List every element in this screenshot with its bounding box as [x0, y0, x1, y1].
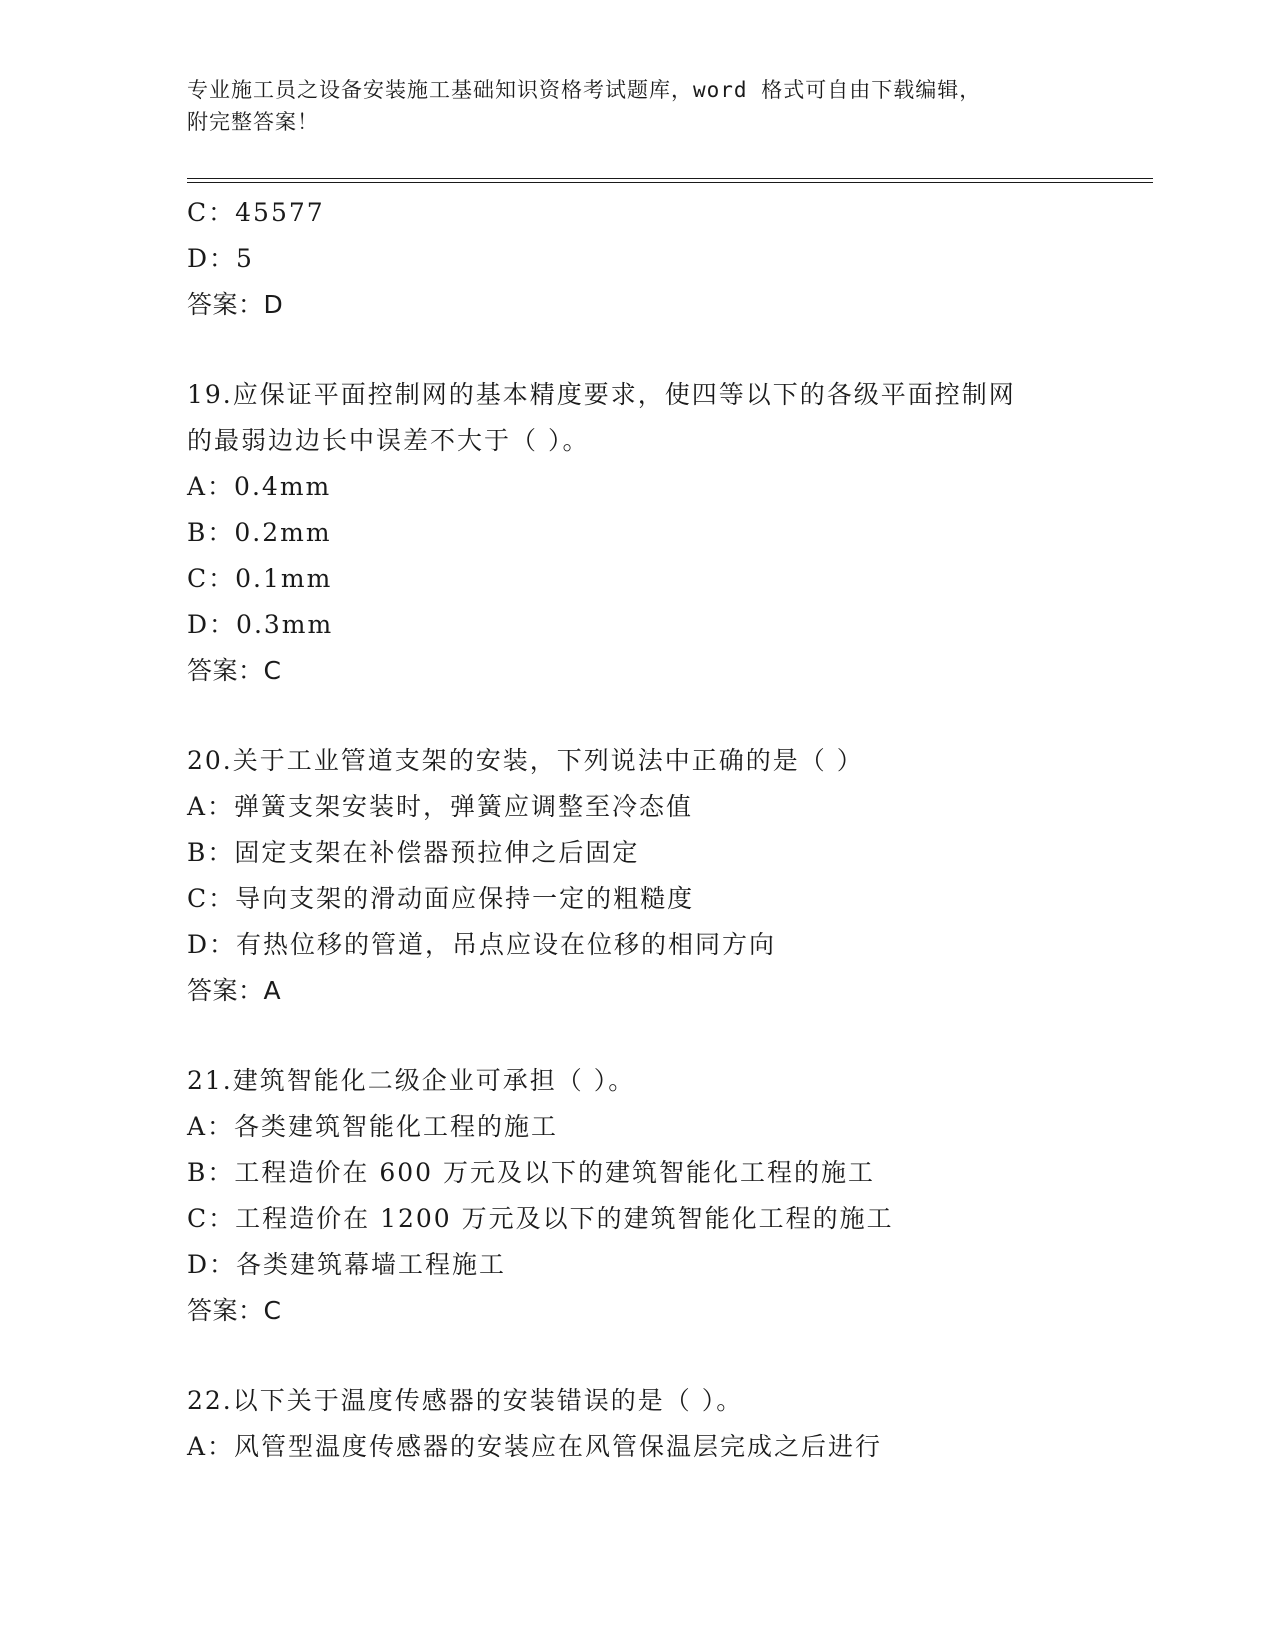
- question-list: [187, 190, 1147, 1470]
- answer-text: 答案：A: [187, 976, 282, 1005]
- header-divider-top: [187, 178, 1153, 179]
- question-block-21: [187, 1058, 1147, 1334]
- option-text: C：0.1mm: [187, 564, 333, 593]
- question-stem: 20.关于工业管道支架的安装，下列说法中正确的是（ ）: [187, 746, 864, 775]
- option-text: C：导向支架的滑动面应保持一定的粗糙度: [187, 884, 695, 913]
- option-text: A：各类建筑智能化工程的施工: [187, 1112, 559, 1141]
- option-text: C：工程造价在 1200 万元及以下的建筑智能化工程的施工: [187, 1204, 894, 1233]
- question-stem: 22.以下关于温度传感器的安装错误的是（ ）。: [187, 1386, 744, 1415]
- option-text: A：弹簧支架安装时，弹簧应调整至冷态值: [187, 792, 694, 821]
- question-block-carry-over: [187, 190, 1147, 328]
- answer-text: 答案：C: [187, 1296, 282, 1325]
- question-stem: 19.应保证平面控制网的基本精度要求，使四等以下的各级平面控制网: [187, 380, 1016, 409]
- question-stem: 21.建筑智能化二级企业可承担（ ）。: [187, 1066, 636, 1095]
- option-text: B：0.2mm: [187, 518, 332, 547]
- option-text: A：风管型温度传感器的安装应在风管保温层完成之后进行: [187, 1432, 883, 1461]
- question-stem: 的最弱边边长中误差不大于（ ）。: [187, 426, 590, 455]
- option-text: C：45577: [187, 198, 325, 227]
- header-line-1: 专业施工员之设备安装施工基础知识资格考试题库，word 格式可自由下载编辑，: [187, 78, 982, 102]
- document-header: [187, 74, 1087, 138]
- option-text: D：5: [187, 244, 254, 273]
- question-block-22: [187, 1378, 1147, 1470]
- answer-text: 答案：D: [187, 290, 284, 319]
- question-block-19: [187, 372, 1147, 694]
- answer-text: 答案：C: [187, 656, 282, 685]
- option-text: D：有热位移的管道，吊点应设在位移的相同方向: [187, 930, 777, 959]
- option-text: A：0.4mm: [187, 472, 332, 501]
- header-line-2: 附完整答案！: [187, 110, 319, 134]
- option-text: B：固定支架在补偿器预拉伸之后固定: [187, 838, 640, 867]
- option-text: B：工程造价在 600 万元及以下的建筑智能化工程的施工: [187, 1158, 875, 1187]
- header-divider-bottom: [187, 182, 1153, 183]
- question-block-20: [187, 738, 1147, 1014]
- option-text: D：0.3mm: [187, 610, 334, 639]
- option-text: D：各类建筑幕墙工程施工: [187, 1250, 507, 1279]
